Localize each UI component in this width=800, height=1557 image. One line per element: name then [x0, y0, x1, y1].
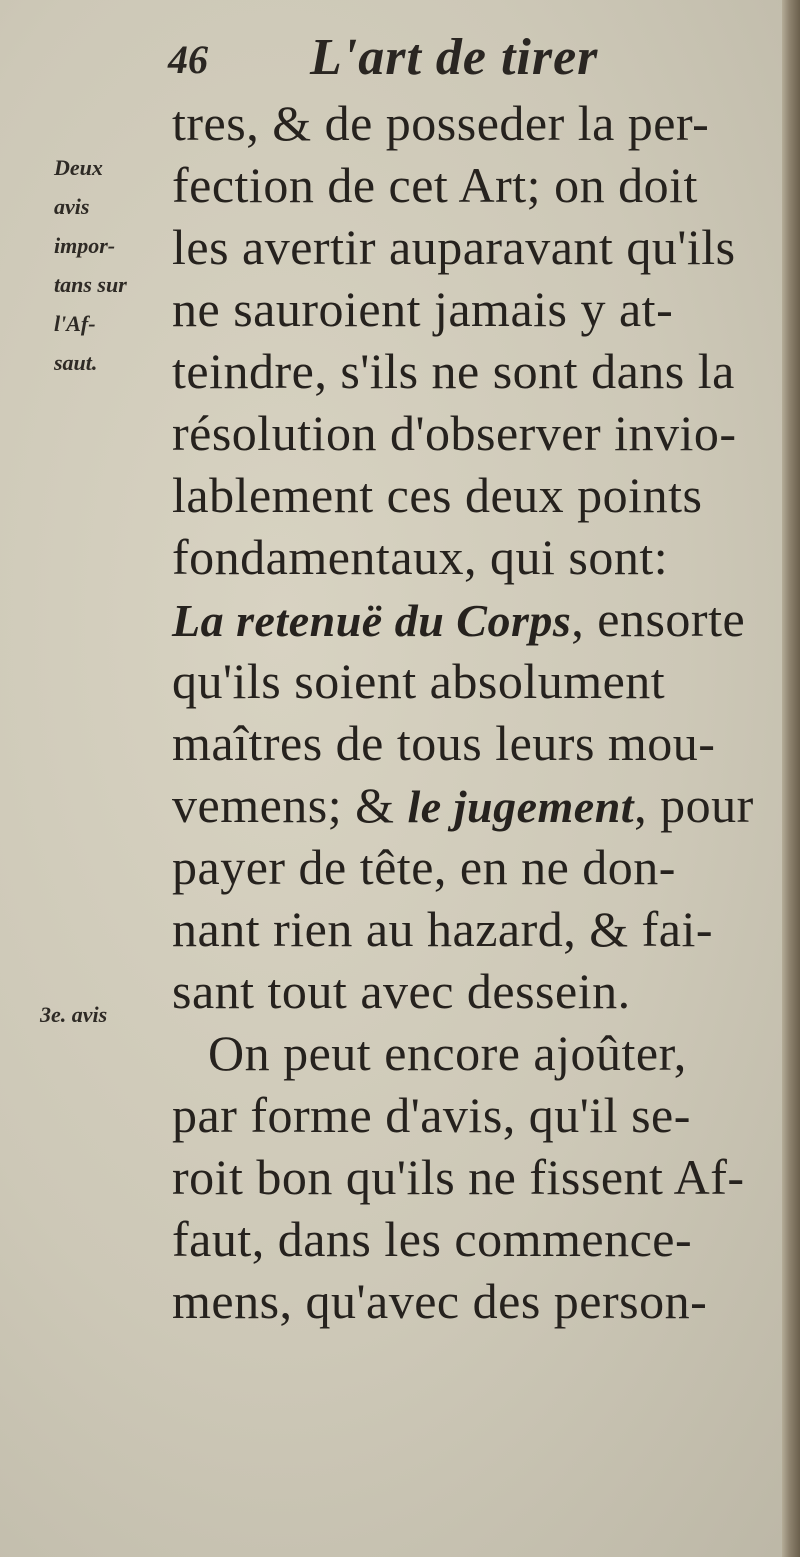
page-number: 46 [168, 37, 208, 82]
text-segment: fection de cet Art; on doit [172, 157, 698, 213]
text-line [172, 216, 772, 278]
text-line [172, 1084, 772, 1146]
text-line [172, 1022, 772, 1084]
text-segment: faut, dans les commence- [172, 1211, 693, 1267]
text-line [172, 526, 772, 588]
running-title: L'art de tirer [310, 29, 599, 86]
text-line [172, 712, 772, 774]
text-line [172, 278, 772, 340]
margin-note-two-advices [54, 148, 164, 382]
text-segment: fondamentaux, qui sont: [172, 529, 669, 585]
margin-note-line: l'Af- [54, 311, 96, 336]
margin-note-line: avis [54, 194, 90, 219]
text-line [172, 402, 772, 464]
margin-note-line: impor- [54, 233, 116, 258]
margin-note-line: Deux [54, 155, 103, 180]
text-line [172, 774, 772, 836]
margin-note-line: tans sur [54, 272, 127, 297]
text-segment: , ensorte [571, 591, 746, 647]
text-segment: , pour [634, 777, 754, 833]
text-line [172, 92, 772, 154]
text-segment: nant rien au hazard, & fai- [172, 901, 714, 957]
text-segment: tres, & de posseder la per- [172, 95, 710, 151]
text-line [172, 154, 772, 216]
text-line [172, 960, 772, 1022]
text-line [172, 1146, 772, 1208]
text-segment: mens, qu'avec des person- [172, 1273, 708, 1329]
running-head [168, 22, 768, 92]
text-line [172, 836, 772, 898]
margin-note-line: saut. [54, 350, 98, 375]
page-spine-shadow [782, 0, 800, 1557]
text-segment: lablement ces deux points [172, 467, 703, 523]
text-segment: par forme d'avis, qu'il se- [172, 1087, 691, 1143]
text-segment: vemens; & [172, 777, 408, 833]
italic-text-segment: La retenuë du Corps [172, 595, 572, 646]
text-line [172, 1208, 772, 1270]
text-line [172, 588, 772, 650]
text-line [172, 464, 772, 526]
italic-text-segment: le jugement [407, 781, 635, 832]
text-segment: qu'ils soient absolument [172, 653, 666, 709]
text-segment: payer de tête, en ne don- [172, 839, 676, 895]
text-line [172, 650, 772, 712]
text-line [172, 340, 772, 402]
text-segment: On peut encore ajoûter, [208, 1025, 687, 1081]
margin-note-third-advice: 3e. avis [40, 1002, 108, 1027]
text-segment: résolution d'observer invio- [172, 405, 737, 461]
text-line [172, 898, 772, 960]
text-segment: les avertir auparavant qu'ils [172, 219, 736, 275]
text-segment: sant tout avec dessein. [172, 963, 631, 1019]
body-text [172, 92, 772, 1332]
text-segment: roit bon qu'ils ne fissent Af- [172, 1149, 745, 1205]
text-segment: maîtres de tous leurs mou- [172, 715, 716, 771]
text-segment: teindre, s'ils ne sont dans la [172, 343, 735, 399]
text-segment: ne sauroient jamais y at- [172, 281, 674, 337]
text-line [172, 1270, 772, 1332]
